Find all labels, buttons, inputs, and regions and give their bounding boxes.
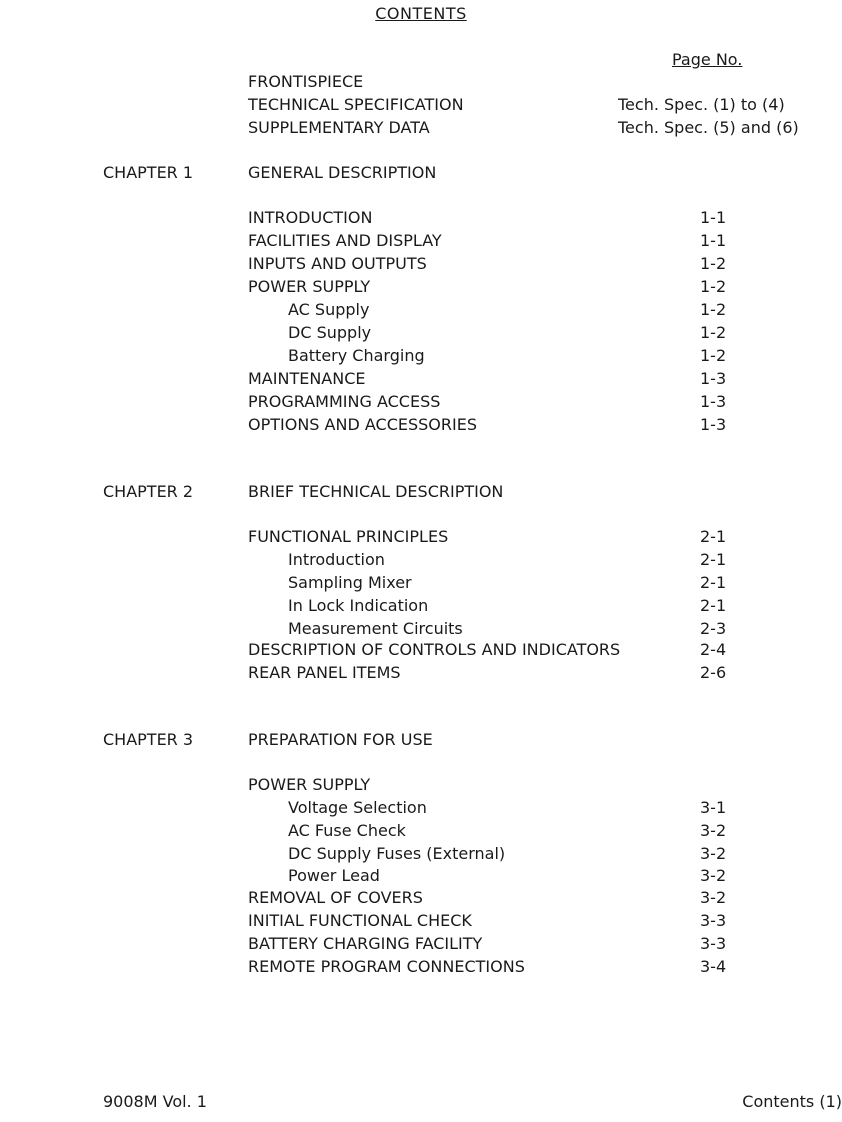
- toc-page: 1-3: [700, 392, 727, 411]
- toc-subentry: AC Supply: [288, 300, 370, 319]
- toc-entry: POWER SUPPLY: [248, 775, 371, 794]
- toc-page: 1-2: [700, 277, 727, 296]
- toc-entry: INITIAL FUNCTIONAL CHECK: [248, 911, 472, 930]
- toc-entry: BATTERY CHARGING FACILITY: [248, 934, 483, 953]
- toc-subentry: Battery Charging: [288, 346, 425, 365]
- toc-page: 2-4: [700, 640, 727, 659]
- chapter-2-label: CHAPTER 2: [103, 482, 194, 501]
- toc-entry-technical-specification: TECHNICAL SPECIFICATION: [248, 95, 464, 114]
- toc-entry: POWER SUPPLY: [248, 277, 371, 296]
- toc-subentry: Measurement Circuits: [288, 619, 463, 638]
- toc-entry-frontispiece: FRONTISPIECE: [248, 72, 364, 91]
- toc-page: 3-4: [700, 957, 727, 976]
- toc-page: 1-3: [700, 415, 727, 434]
- toc-page: 1-3: [700, 369, 727, 388]
- toc-subentry: Sampling Mixer: [288, 573, 412, 592]
- toc-page: 1-1: [700, 231, 727, 250]
- toc-subentry: AC Fuse Check: [288, 821, 406, 840]
- chapter-2-title: BRIEF TECHNICAL DESCRIPTION: [248, 482, 504, 501]
- toc-subentry: DC Supply Fuses (External): [288, 844, 506, 863]
- toc-page: 1-2: [700, 323, 727, 342]
- toc-page-supplementary-data: Tech. Spec. (5) and (6): [618, 118, 799, 137]
- chapter-1-title: GENERAL DESCRIPTION: [248, 163, 437, 182]
- toc-entry: INTRODUCTION: [248, 208, 373, 227]
- chapter-1-label: CHAPTER 1: [103, 163, 194, 182]
- toc-entry: FUNCTIONAL PRINCIPLES: [248, 527, 449, 546]
- page-number-header: Page No.: [672, 50, 743, 69]
- toc-page: 3-1: [700, 798, 727, 817]
- toc-subentry: DC Supply: [288, 323, 372, 342]
- toc-entry-supplementary-data: SUPPLEMENTARY DATA: [248, 118, 430, 137]
- toc-entry: REMOVAL OF COVERS: [248, 888, 423, 907]
- toc-page: 2-1: [700, 596, 727, 615]
- toc-entry: DESCRIPTION OF CONTROLS AND INDICATORS: [248, 640, 621, 659]
- footer-page-label: Contents (1): [742, 1092, 842, 1111]
- toc-page: 3-2: [700, 844, 727, 863]
- toc-entry: OPTIONS AND ACCESSORIES: [248, 415, 477, 434]
- toc-subentry: Voltage Selection: [288, 798, 427, 817]
- footer-document-id: 9008M Vol. 1: [103, 1092, 207, 1111]
- chapter-3-title: PREPARATION FOR USE: [248, 730, 433, 749]
- toc-entry: PROGRAMMING ACCESS: [248, 392, 441, 411]
- toc-entry: REAR PANEL ITEMS: [248, 663, 401, 682]
- toc-page: 1-2: [700, 300, 727, 319]
- toc-page: 2-1: [700, 550, 727, 569]
- toc-page: 3-2: [700, 866, 727, 885]
- toc-page: 2-3: [700, 619, 727, 638]
- toc-page: 3-3: [700, 911, 727, 930]
- toc-subentry: Introduction: [288, 550, 385, 569]
- toc-page: 3-2: [700, 821, 727, 840]
- toc-page: 2-6: [700, 663, 727, 682]
- toc-subentry: In Lock Indication: [288, 596, 429, 615]
- toc-entry: INPUTS AND OUTPUTS: [248, 254, 427, 273]
- toc-page: 2-1: [700, 573, 727, 592]
- toc-page: 3-2: [700, 888, 727, 907]
- toc-entry: MAINTENANCE: [248, 369, 366, 388]
- toc-page: 3-3: [700, 934, 727, 953]
- toc-page: 1-2: [700, 346, 727, 365]
- toc-entry: REMOTE PROGRAM CONNECTIONS: [248, 957, 525, 976]
- toc-subentry: Power Lead: [288, 866, 380, 885]
- chapter-3-label: CHAPTER 3: [103, 730, 194, 749]
- toc-page: 1-1: [700, 208, 727, 227]
- page-title: CONTENTS: [375, 4, 467, 23]
- toc-page: 1-2: [700, 254, 727, 273]
- toc-page-technical-specification: Tech. Spec. (1) to (4): [618, 95, 785, 114]
- toc-entry: FACILITIES AND DISPLAY: [248, 231, 442, 250]
- toc-page: 2-1: [700, 527, 727, 546]
